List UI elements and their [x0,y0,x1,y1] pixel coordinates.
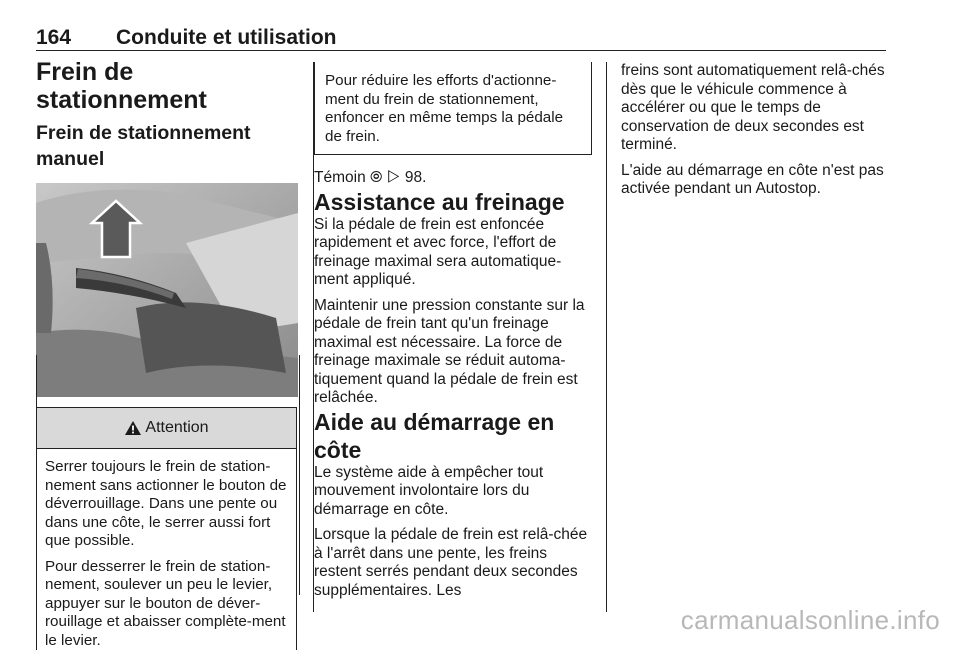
watermark: carmanualsonline.info [681,605,940,636]
attention-body [37,449,296,650]
note-text: Pour réduire les efforts d'actionne-ment du frein de stationnement, enfoncer en même temps la pédale de frein. [325,72,583,146]
col3-paragraph-2: L'aide au démarrage en côte n'est pas activée pendant un Autostop. [621,162,886,199]
running-title: Conduite et utilisation [116,26,337,50]
handbrake-photo [36,183,298,397]
attention-label: Attention [145,419,208,437]
assist-paragraph-1: Si la pédale de frein est enfoncée rapidement et avec force, l'effort de freinage maximal sera automatique-ment appliqué. [314,216,590,290]
temoin-label: Témoin [314,169,366,186]
assist-title: Assistance au freinage [314,188,590,216]
column-3 [621,62,886,199]
hill-paragraph-1: Le système aide à empêcher tout mouvement involontaire lors du démarrage en côte. [314,464,590,520]
hill-paragraph-2: Lorsque la pédale de frein est relâ-chée à l'arrêt dans une pente, les freins restent serrés pendant deux secondes supplémentaires. Les [314,526,590,600]
subsection-title: Frein de stationnement manuel [36,120,298,172]
attention-paragraph-1: Serrer toujours le frein de station-nement sans actionner le bouton de déverrouillage. Dans une pente ou dans une côte, le serrer aussi fort que possible. [45,458,296,551]
page-header [36,24,886,51]
assist-paragraph-2: Maintenir une pression constante sur la pédale de frein tant qu'un freinage maximal est nécessaire. La force de freinage maximale se réduit automa-tiquement quand la pédale de frein est relâchée. [314,297,590,408]
page-number: 164 [36,26,71,50]
col3-paragraph-1: freins sont automatiquement relâ-chés dès que le véhicule commence à accélérer ou que le temps de conservation de deux secondes est terminé. [621,62,886,155]
temoin-line [314,169,590,188]
hill-start-title: Aide au démarrage en côte [314,408,590,464]
column-divider-2 [606,62,607,612]
column-2 [314,62,590,600]
column-1 [36,58,298,650]
section-title: Frein de stationnement [36,58,298,114]
temoin-page-ref: 98. [405,169,427,186]
attention-box [36,407,297,650]
warning-triangle-icon [124,420,142,436]
note-box [314,62,592,155]
attention-heading [37,408,296,449]
page-ref-arrow-icon: ▷ [387,169,401,186]
handbrake-illustration [36,183,298,397]
attention-paragraph-2: Pour desserrer le frein de station-nement, soulever un peu le levier, appuyer sur le bouton de déver-rouillage et abaisser complète-ment le levier. [45,558,296,650]
brake-warning-icon: ⦾ [370,169,382,186]
